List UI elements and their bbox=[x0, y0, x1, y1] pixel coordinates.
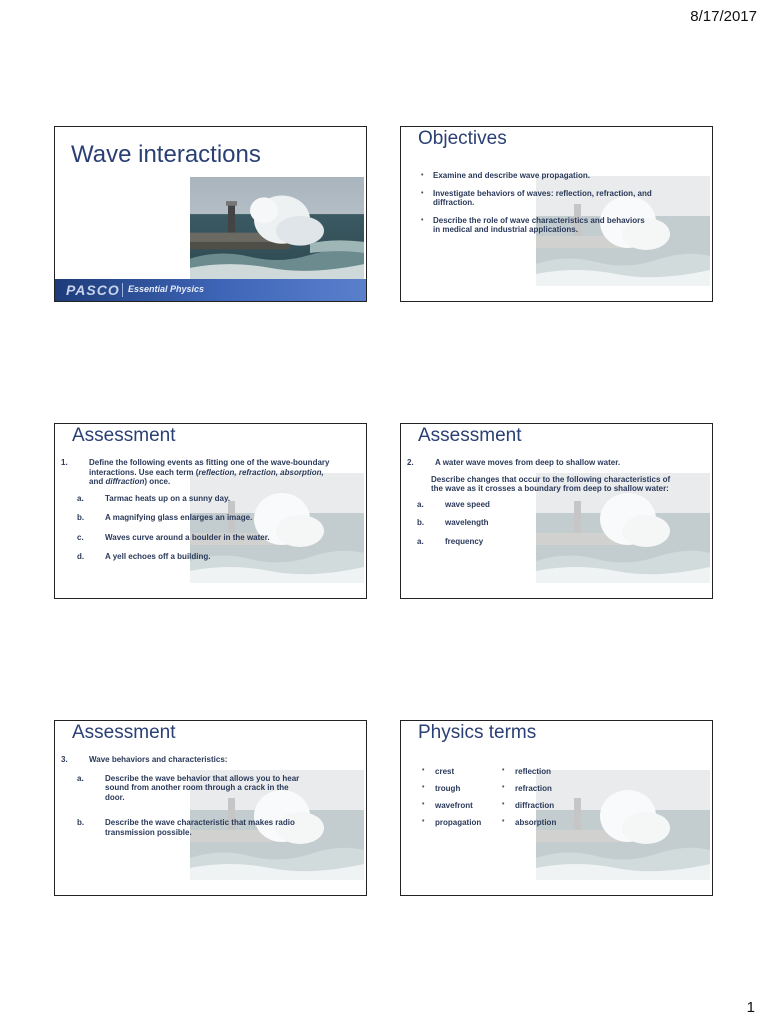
objectives-list bbox=[421, 171, 652, 243]
page-number: 1 bbox=[746, 999, 755, 1016]
slide-heading: Physics terms bbox=[418, 722, 537, 743]
slide-assessment-1 bbox=[54, 423, 367, 599]
term-item: • crest bbox=[421, 767, 511, 784]
assessment-question bbox=[61, 755, 306, 847]
terms-column-1 bbox=[421, 767, 511, 835]
slide-heading: Assessment bbox=[72, 425, 176, 446]
answer-item: b. A magnifying glass enlarges an image. bbox=[77, 513, 253, 522]
answer-item: a. Tarmac heats up on a sunny day. bbox=[77, 493, 231, 503]
pasco-logo: PASCO bbox=[66, 282, 120, 298]
answer-item: b. Describe the wave characteristic that makes radio transmission possible. bbox=[77, 818, 295, 837]
answer-item: a. frequency bbox=[417, 536, 484, 546]
term-item: • diffraction bbox=[501, 801, 591, 818]
term-item: • propagation bbox=[421, 818, 511, 835]
slide-title bbox=[54, 126, 367, 302]
question-number: 1. bbox=[61, 458, 68, 467]
page-date: 8/17/2017 bbox=[690, 8, 757, 25]
slide-assessment-2 bbox=[400, 423, 713, 599]
question-1: 1. Define the following events as fitting one of the wave-boundary interactions. Use each term (reflection, refraction, absorption, and diffraction) once. bbox=[61, 458, 330, 486]
band-tagline: Essential Physics bbox=[128, 284, 205, 294]
term-item: • reflection bbox=[501, 767, 591, 784]
slide-heading: Assessment bbox=[72, 722, 176, 743]
band-divider bbox=[122, 283, 123, 297]
slide-objectives bbox=[400, 126, 713, 302]
objective-item: • Investigate behaviors of waves: reflection, refraction, and diffraction. bbox=[421, 189, 652, 208]
answer-item: a. wave speed bbox=[417, 499, 490, 509]
term-item: • refraction bbox=[501, 784, 591, 801]
objective-item: • Examine and describe wave propagation. bbox=[421, 171, 652, 181]
term-item: • trough bbox=[421, 784, 511, 801]
assessment-question bbox=[407, 458, 682, 555]
branding-band bbox=[55, 279, 366, 301]
slide-heading: Objectives bbox=[418, 128, 507, 149]
answer-item: a. Describe the wave behavior that allows you to hear sound from another room through a crack in the door. bbox=[77, 773, 300, 802]
slide-assessment-3 bbox=[54, 720, 367, 896]
slide-title-text: Wave interactions bbox=[71, 141, 261, 168]
wave-photo bbox=[190, 177, 364, 279]
slide-heading: Assessment bbox=[418, 425, 522, 446]
terms-column-2 bbox=[501, 767, 591, 835]
term-item: • wavefront bbox=[421, 801, 511, 818]
question-2: 2. A water wave moves from deep to shallow water. bbox=[407, 458, 621, 467]
question-prompt: Describe changes that occur to the following characteristics of the wave as it crosses a boundary from deep to shallow water: bbox=[431, 474, 671, 493]
slide-physics-terms bbox=[400, 720, 713, 896]
question-3: 3. Wave behaviors and characteristics: bbox=[61, 755, 228, 764]
answer-item: b. wavelength bbox=[417, 518, 489, 527]
answer-item: d. A yell echoes off a building. bbox=[77, 552, 211, 561]
objective-item: • Describe the role of wave characteristics and behaviors in medical and industrial applications. bbox=[421, 216, 652, 235]
answer-item: c. Waves curve around a boulder in the water. bbox=[77, 532, 270, 542]
term-item: • absorption bbox=[501, 818, 591, 835]
assessment-question bbox=[61, 458, 336, 572]
